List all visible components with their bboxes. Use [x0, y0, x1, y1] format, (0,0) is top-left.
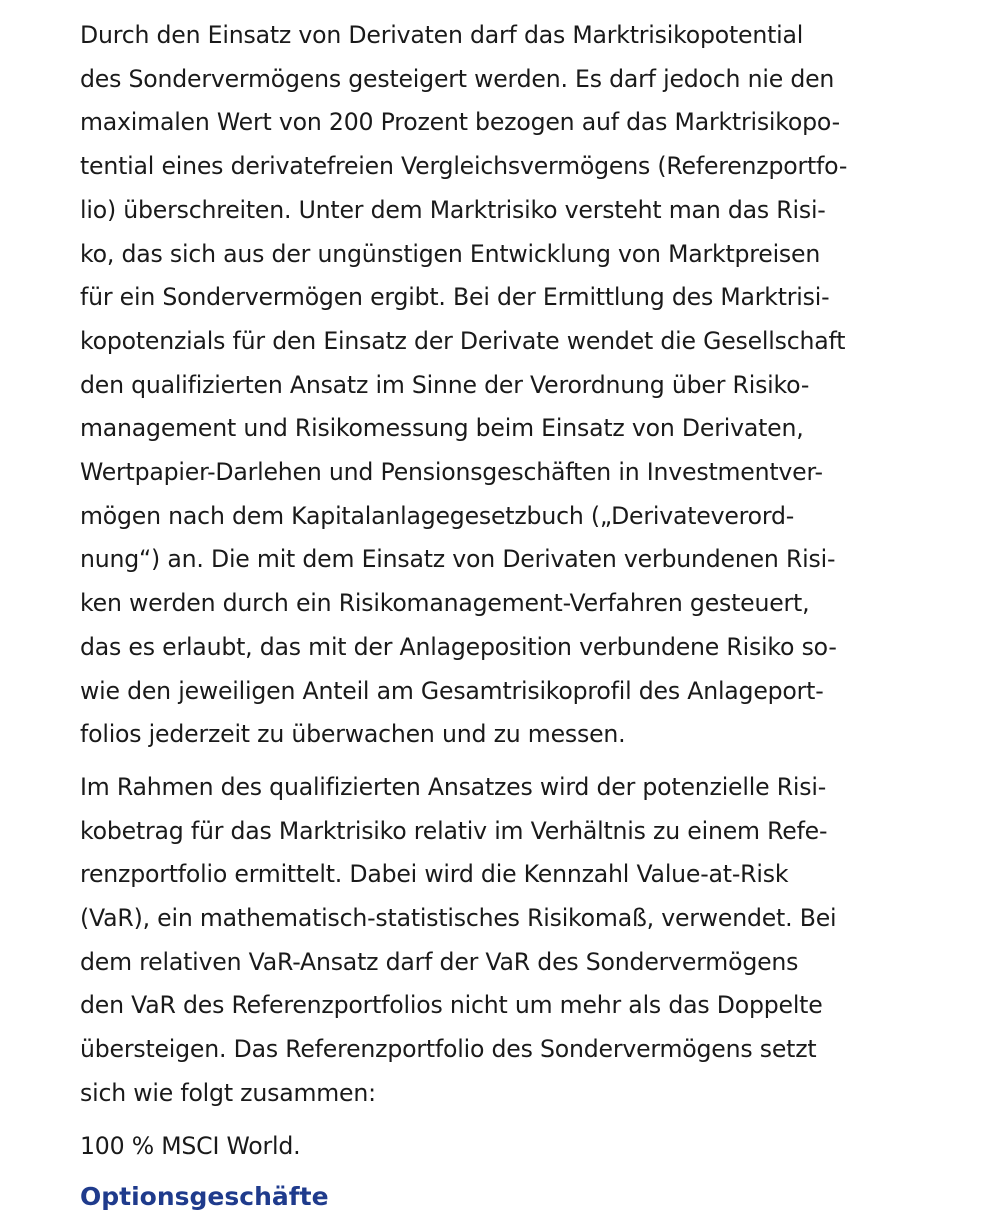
text-line: ken werden durch ein Risikomanagement-Verfahren gesteuert, [80, 589, 810, 618]
text-line: wie den jeweiligen Anteil am Gesamtrisikoprofil des Anlageport- [80, 676, 824, 705]
text-line: für ein Sondervermögen ergibt. Bei der Ermittlung des Marktrisi- [80, 283, 830, 312]
text-line: mögen nach dem Kapitalanlagegesetzbuch („Derivateverord- [80, 501, 795, 530]
paragraph-qualified-approach [80, 766, 940, 1116]
text-line: renzportfolio ermittelt. Dabei wird die Kennzahl Value-at-Risk [80, 860, 789, 889]
text-line: den qualifizierten Ansatz im Sinne der Verordnung über Risiko- [80, 370, 810, 399]
text-line: Im Rahmen des qualifizierten Ansatzes wird der potenzielle Risi- [80, 772, 827, 801]
text-line: Wertpapier-Darlehen und Pensionsgeschäften in Investmentver- [80, 458, 823, 487]
paragraph-reference-portfolio [80, 1125, 940, 1169]
text-line: ko, das sich aus der ungünstigen Entwicklung von Marktpreisen [80, 239, 821, 268]
text-line: dem relativen VaR-Ansatz darf der VaR des Sondervermögens [80, 947, 799, 976]
text-line: das es erlaubt, das mit der Anlageposition verbundene Risiko so- [80, 632, 837, 661]
text-line: Durch den Einsatz von Derivaten darf das Marktrisikopotential [80, 21, 804, 49]
text-line: folios jederzeit zu überwachen und zu messen. [80, 720, 626, 749]
text-line: 100 % MSCI World. [80, 1131, 301, 1160]
text-line: den VaR des Referenzportfolios nicht um mehr als das Doppelte [80, 991, 823, 1020]
text-line: management und Risikomessung beim Einsatz von Derivaten, [80, 414, 804, 443]
paragraph-derivatives-risk [80, 14, 940, 757]
text-line: kopotenzials für den Einsatz der Derivate wendet die Gesellschaft [80, 326, 846, 355]
text-line: lio) überschreiten. Unter dem Marktrisiko versteht man das Risi- [80, 195, 826, 224]
document-body [80, 14, 940, 1168]
text-line: tential eines derivatefreien Vergleichsvermögens (Referenzportfo- [80, 152, 848, 181]
section-heading-options: Optionsgeschäfte [80, 1182, 329, 1211]
text-line: maximalen Wert von 200 Prozent bezogen auf das Marktrisikopo- [80, 108, 840, 137]
text-line: kobetrag für das Marktrisiko relativ im Verhältnis zu einem Refe- [80, 816, 828, 845]
text-line: übersteigen. Das Referenzportfolio des Sondervermögens setzt [80, 1035, 817, 1064]
text-line: sich wie folgt zusammen: [80, 1078, 376, 1107]
text-line: nung“) an. Die mit dem Einsatz von Derivaten verbundenen Risi- [80, 545, 836, 574]
text-line: des Sondervermögens gesteigert werden. Es darf jedoch nie den [80, 64, 835, 93]
text-line: (VaR), ein mathematisch-statistisches Risikomaß, verwendet. Bei [80, 904, 837, 933]
